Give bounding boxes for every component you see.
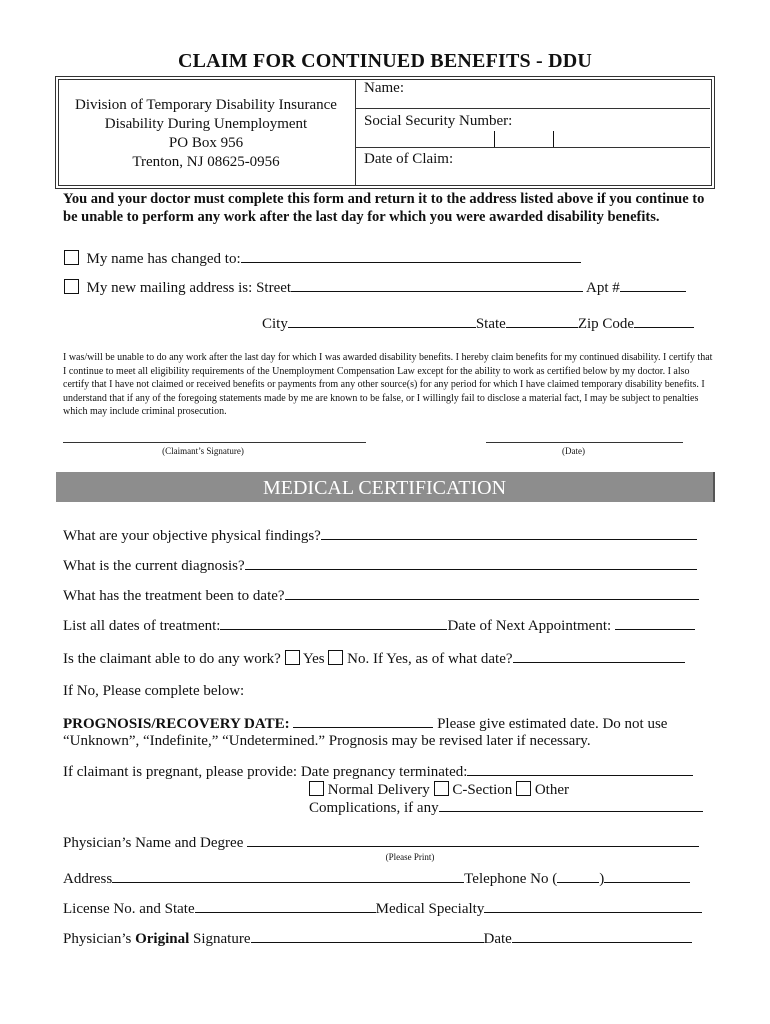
medical-certification-banner xyxy=(56,472,715,502)
area-code-line[interactable] xyxy=(557,870,599,883)
specialty-line[interactable] xyxy=(484,900,702,913)
ssn-separator xyxy=(553,131,554,147)
c-section-label: C-Section xyxy=(452,782,513,798)
treatment-label: What has the treatment been to date? xyxy=(63,588,285,604)
prognosis-line[interactable] xyxy=(293,715,433,728)
pregnancy-label: If claimant is pregnant, please provide: Date pregnancy terminated: xyxy=(63,764,468,780)
yes-label: Yes xyxy=(302,651,325,667)
please-print-caption: (Please Print) xyxy=(385,852,435,862)
signature-prefix: Physician’s xyxy=(63,931,136,947)
complications-label: Complications, if any xyxy=(309,800,439,816)
findings-label: What are your objective physical findings? xyxy=(63,528,321,544)
date-of-claim-label: Date of Claim: xyxy=(364,151,454,167)
city-line[interactable] xyxy=(288,315,476,328)
zip-label: Zip Code xyxy=(577,316,635,332)
physician-address-row xyxy=(63,870,690,888)
divider xyxy=(356,147,710,148)
address-change-checkbox[interactable] xyxy=(64,279,79,294)
if-no-instruction: If No, Please complete below: xyxy=(63,683,245,699)
address-line-3: PO Box 956 xyxy=(168,135,244,151)
signature-suffix: Signature xyxy=(189,931,251,947)
street-label: My new mailing address is: Street xyxy=(86,280,292,296)
specialty-label: Medical Specialty xyxy=(375,901,485,917)
header-divider xyxy=(355,79,356,185)
able-to-work-row xyxy=(63,650,685,668)
telephone-label: Telephone No ( xyxy=(464,871,558,887)
signature-date-line[interactable] xyxy=(512,930,692,943)
certification-text: I was/will be unable to do any work after the last day for which I was awarded disability benefits. I hereby claim benefits for my continued disability. I certify that I continue to meet all eligibility requirements of the Unemployment Compensation Law except for the ability to work as certified below by my doctor. I also certify that I have not claimed or received benefits or payments from any other source(s) for any period for which I have claimed temporary disability benefits. I understand that if any of the foregoing statements made by me are known to be false, or I willingly fail to disclose a material fact, I may be subject to penalties which may include criminal prosecution. xyxy=(63,352,713,417)
apt-line[interactable] xyxy=(620,279,686,292)
pregnancy-row xyxy=(63,763,693,781)
diagnosis-line[interactable] xyxy=(245,557,697,570)
form-title: CLAIM FOR CONTINUED BENEFITS - DDU xyxy=(177,50,593,72)
no-label: No. If Yes, as of what date? xyxy=(347,651,513,667)
other-label: Other xyxy=(534,782,569,798)
ssn-separator xyxy=(494,131,495,147)
address-line-2: Disability During Unemployment xyxy=(104,116,308,132)
next-appointment-line[interactable] xyxy=(615,617,695,630)
signature-date-label: Date xyxy=(483,931,512,947)
city-label: City xyxy=(262,316,288,332)
ssn-label: Social Security Number: xyxy=(364,113,513,129)
address-line-1: Division of Temporary Disability Insurance xyxy=(75,97,337,113)
next-appointment-label: Date of Next Appointment: xyxy=(447,618,612,634)
divider xyxy=(356,108,710,109)
name-change-label: My name has changed to: xyxy=(86,251,241,267)
name-label: Name: xyxy=(364,80,404,96)
state-line[interactable] xyxy=(506,315,578,328)
yes-checkbox[interactable] xyxy=(285,650,300,665)
physician-name-label: Physician’s Name and Degree xyxy=(63,835,244,851)
physician-signature-row xyxy=(63,930,692,948)
no-checkbox[interactable] xyxy=(328,650,343,665)
instructions: You and your doctor must complete this form and return it to the address listed above if you continue to be unable to perform any work after the last day for which you were awarded disability benefits. xyxy=(63,191,705,225)
prognosis-instruction: Please give estimated date. Do not use xyxy=(437,716,668,732)
delivery-row xyxy=(309,781,569,799)
able-to-work-label: Is the claimant able to do any work? xyxy=(63,651,281,667)
mailing-address xyxy=(60,96,352,172)
normal-delivery-checkbox[interactable] xyxy=(309,781,324,796)
complications-line[interactable] xyxy=(439,799,703,812)
license-row xyxy=(63,900,702,918)
state-label: State xyxy=(475,316,506,332)
other-checkbox[interactable] xyxy=(516,781,531,796)
treatment-row xyxy=(63,587,699,605)
treatment-dates-row xyxy=(63,617,695,635)
claimant-signature-caption: (Claimant’s Signature) xyxy=(162,446,244,456)
license-line[interactable] xyxy=(195,900,376,913)
physician-name-line[interactable] xyxy=(247,834,699,847)
pregnancy-date-line[interactable] xyxy=(467,763,693,776)
license-label: License No. and State xyxy=(63,901,195,917)
city-row xyxy=(262,315,694,333)
complications-row xyxy=(309,799,703,817)
telephone-line[interactable] xyxy=(604,870,690,883)
address-line-4: Trenton, NJ 08625-0956 xyxy=(132,154,280,170)
telephone-close: ) xyxy=(599,871,605,887)
address-line[interactable] xyxy=(112,870,464,883)
street-line[interactable] xyxy=(291,279,583,292)
address-change-row xyxy=(64,279,686,297)
treatment-dates-line[interactable] xyxy=(220,617,447,630)
c-section-checkbox[interactable] xyxy=(434,781,449,796)
physician-signature-line[interactable] xyxy=(251,930,484,943)
claimant-date-line[interactable] xyxy=(486,442,683,443)
prognosis-note: “Unknown”, “Indefinite,” “Undetermined.” Prognosis may be revised later if necessary. xyxy=(63,733,591,749)
diagnosis-label: What is the current diagnosis? xyxy=(63,558,245,574)
prognosis-label: PROGNOSIS/RECOVERY DATE: xyxy=(63,716,290,732)
treatment-dates-label: List all dates of treatment: xyxy=(63,618,221,634)
name-change-row xyxy=(64,250,581,268)
address-label: Address xyxy=(63,871,113,887)
claimant-date-caption: (Date) xyxy=(562,446,585,456)
work-date-line[interactable] xyxy=(513,650,685,663)
zip-line[interactable] xyxy=(634,315,694,328)
apt-label: Apt # xyxy=(586,280,620,296)
prognosis-row xyxy=(63,715,667,733)
banner-title: MEDICAL CERTIFICATION xyxy=(262,477,507,499)
diagnosis-row xyxy=(63,557,697,575)
name-change-line[interactable] xyxy=(241,250,581,263)
findings-line[interactable] xyxy=(321,527,697,540)
physician-name-row xyxy=(63,834,699,852)
normal-delivery-label: Normal Delivery xyxy=(327,782,430,798)
claimant-signature-line[interactable] xyxy=(63,442,366,443)
findings-row xyxy=(63,527,697,545)
name-change-checkbox[interactable] xyxy=(64,250,79,265)
treatment-line[interactable] xyxy=(285,587,699,600)
signature-original: Original xyxy=(135,931,190,947)
